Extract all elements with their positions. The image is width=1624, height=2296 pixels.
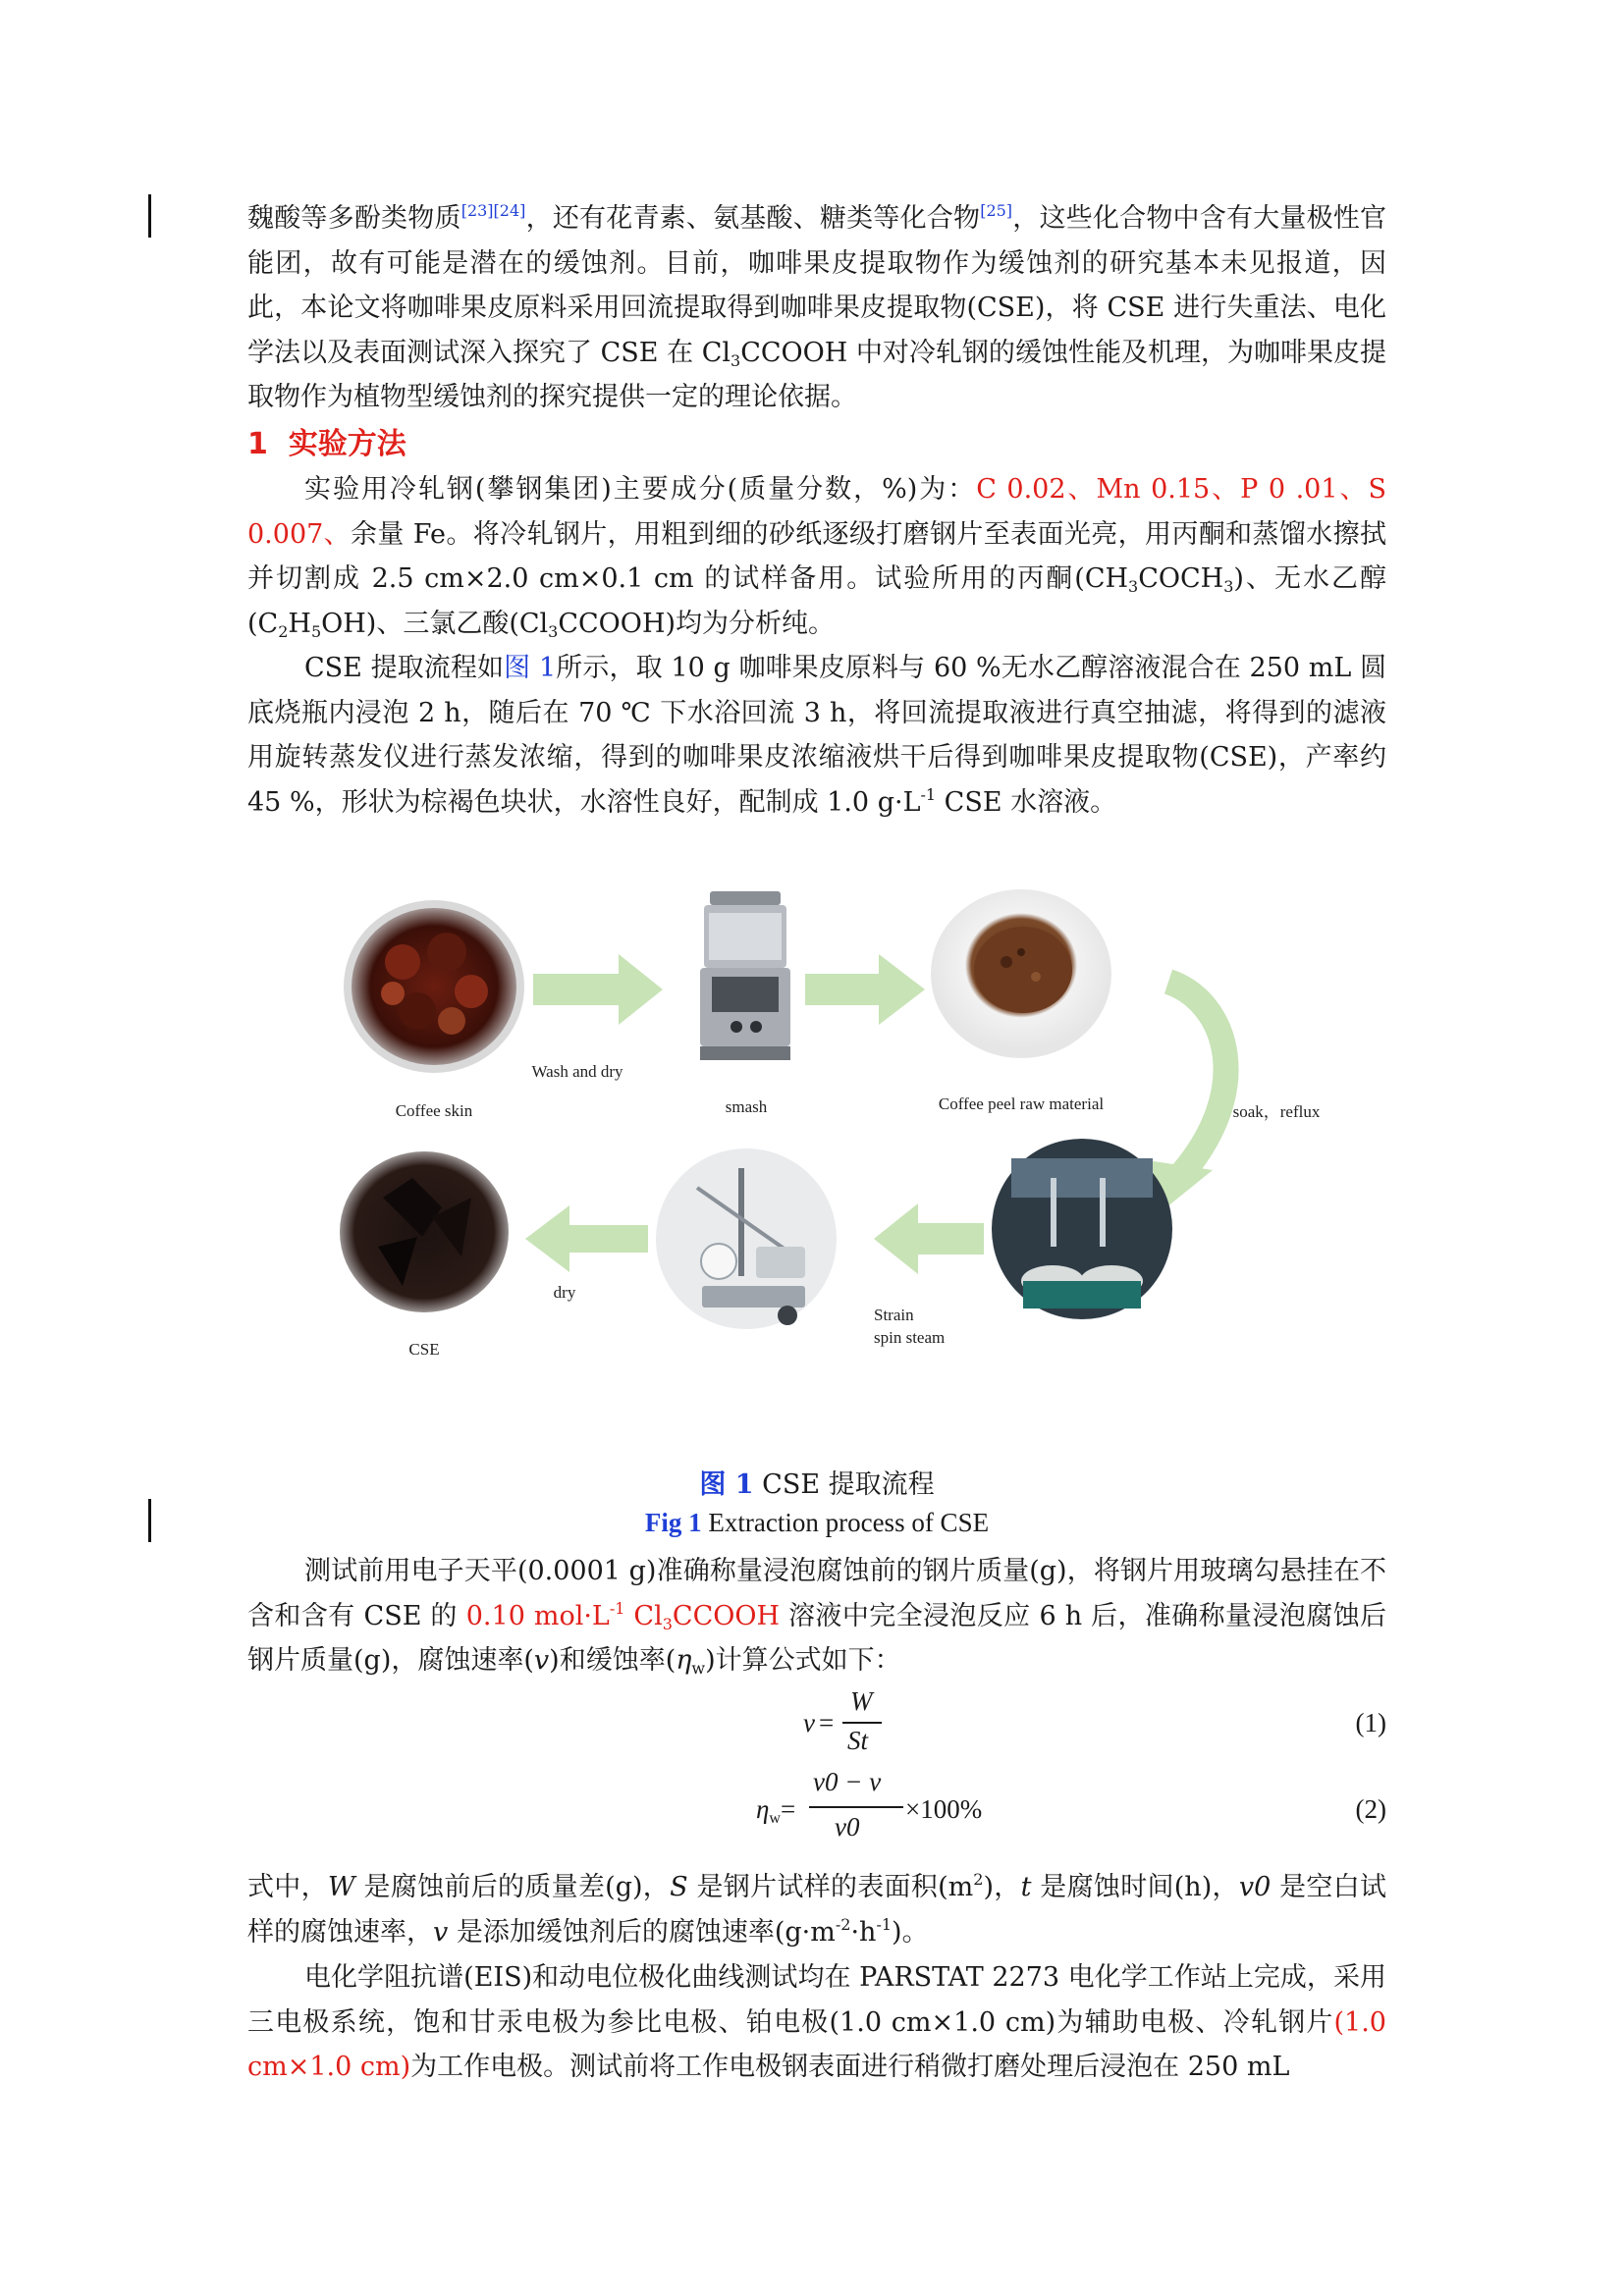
curved-arrow-icon	[1168, 982, 1226, 1178]
rotary-evaporator-photo	[656, 1148, 837, 1329]
label-spin-steam: spin steam	[874, 1328, 946, 1347]
label-strain: Strain	[874, 1306, 914, 1324]
section-heading: 1 实验方法	[247, 427, 406, 461]
solution-concentration: 0.10 $mol\cdot L^{-1}$ $Cl_3CCOOH$	[465, 1598, 781, 1633]
change-bar	[148, 194, 151, 238]
citation-link[interactable]: [23][24]	[460, 201, 526, 220]
figure-number-en: Fig 1	[644, 1508, 702, 1537]
extraction-paragraph: CSE 提取流程如图 1所示，取 10 g 咖啡果皮原料与 60 %无水乙醇溶液混合在 250 mL 圆底烧瓶内浸泡 2 h，随后在 70 ℃ 下水浴回流 3 h，将回流提取液进行真空抽滤，将得到的滤液用旋转蒸发仪进行蒸发浓缩，得到的咖啡果皮浓缩液烘干后得到咖啡果皮提取物(CSE)，产率约 45 %，形状为棕褐色块状，水溶性良好，配制成 1.0 $g\cdot L^{-1}$ CSE 水溶液。	[247, 653, 1386, 818]
arrow-icon	[525, 1205, 648, 1272]
composition-values: C 0.02、Mn 0.15、P 0 .01、S 0.007、	[247, 474, 1386, 550]
coffee-skin-photo	[344, 900, 524, 1073]
label-soak-reflux: soak，reflux	[1232, 1102, 1321, 1121]
document-page: 魏酸等多酚类物质[23][24]，还有花青素、氨基酸、糖类等化合物[25]，这些化合物中含有大量极性官能团，故有可能是潜在的缓蚀剂。目前，咖啡果皮提取物作为缓蚀剂的研究基本未见报道，因此，本论文将咖啡果皮原料采用回流提取得到咖啡果皮提取物(CSE)，将 CSE 进行失重法、电化学法以及表面测试深入探究了 CSE 在 $Cl_3CCOOH$ 中对冷轧钢的缓蚀性能及机理，为咖啡果皮提取物作为植物型缓蚀剂的探究提供一定的理论依据。 1 实验方法 实验用冷轧钢(攀钢集团)主要成分(质量分数，%)为：C 0.02、Mn 0.15、P 0 .01、S 0.007、余量 Fe。将冷轧钢片，用粗到细的砂纸逐级打磨钢片至表面光亮，用丙酮和蒸馏水擦拭并切割成 2.5 cm×2.0 cm×0.1 cm 的试样备用。试验所用的丙酮$(CH_3COCH_3)$、无水乙醇$(C_2H_5OH)$、三氯乙酸$(Cl_3CCOOH)$均为分析纯。 CSE 提取流程如图 1所示，取 10 g 咖啡果皮原料与 60 %无水乙醇溶液混合在 250 mL 圆底烧瓶内浸泡 2 h，随后在 70 ℃ 下水浴回流 3 h，将回流提取液进行真空抽滤，将得到的滤液用旋转蒸发仪进行蒸发浓缩，得到的咖啡果皮浓缩液烘干后得到咖啡果皮提取物(CSE)，产率约 45 %，形状为棕褐色块状，水溶性良好，配制成 1.0 $g\cdot L^{-1}$ CSE 水溶液。 Coffee skin Wash and dry smash Coffee peel raw material soak，reflux Strain spin steam dry CSE 图 1 CSE 提取流程 Fig 1 Extraction process of CSE 测试前用电子天平(0.0001 g)准确称量浸泡腐蚀前的钢片质量(g)，将钢片用玻璃勾悬挂在不含和含有 CSE 的 0.10 $mol\cdot L^{-1}$ $Cl_3CCOOH$ 溶液中完全浸泡反应 6 h 后，准确称量浸泡腐蚀后钢片质量(g)，腐蚀速率(v)和缓蚀率$(\eta_w)$计算公式如下： v = W St (1) $\eta_w=$ v0 − v v0 ×100% (2) 式中，W 是腐蚀前后的质量差(g)，S 是钢片试样的表面积$(m^2)$，t 是腐蚀时间(h)，v0 是空白试样的腐蚀速率，v 是添加缓蚀剂后的腐蚀速率$(g\cdot m^{-2}\cdot h^{-1})$。 电化学阻抗谱(EIS)和动电位极化曲线测试均在 PARSTAT 2273 电化学工作站上完成，采用三电极系统，饱和甘汞电极为参比电极、铂电极(1.0 cm×1.0 cm)为辅助电极、冷轧钢片(1.0 cm×1.0 cm)为工作电极。测试前将工作电极钢表面进行稍微打磨处理后浸泡在 250 mL	[0, 0, 1624, 2296]
citation-link[interactable]: [25]	[980, 201, 1013, 220]
weight-loss-paragraph: 测试前用电子天平(0.0001 g)准确称量浸泡腐蚀前的钢片质量(g)，将钢片用玻璃勾悬挂在不含和含有 CSE 的 0.10 $mol\cdot L^{-1}$ $Cl_3CCOOH$ 溶液中完全浸泡反应 6 h 后，准确称量浸泡腐蚀后钢片质量(g)，腐蚀速率(v)和缓蚀率$(\eta_w)$计算公式如下：	[247, 1556, 1386, 1678]
electrode-size: (1.0 cm×1.0 cm)	[247, 2006, 1386, 2082]
arrow-icon	[874, 1203, 984, 1274]
label-cse: CSE	[408, 1340, 440, 1359]
label-coffee-skin: Coffee skin	[395, 1101, 473, 1120]
equation-1-number: (1)	[1355, 1708, 1386, 1737]
coffee-peel-powder-photo	[931, 889, 1111, 1058]
intro-paragraph: 魏酸等多酚类物质[23][24]，还有花青素、氨基酸、糖类等化合物[25]，这些化合物中含有大量极性官能团，故有可能是潜在的缓蚀剂。目前，咖啡果皮提取物作为缓蚀剂的研究基本未见报道，因此，本论文将咖啡果皮原料采用回流提取得到咖啡果皮提取物(CSE)，将 CSE 进行失重法、电化学法以及表面测试深入探究了 CSE 在 $Cl_3CCOOH$ 中对冷轧钢的缓蚀性能及机理，为咖啡果皮提取物作为植物型缓蚀剂的探究提供一定的理论依据。	[247, 201, 1387, 412]
reflux-setup-photo	[992, 1139, 1172, 1319]
grinder-photo	[700, 891, 790, 1060]
materials-paragraph: 实验用冷轧钢(攀钢集团)主要成分(质量分数，%)为：C 0.02、Mn 0.15、P 0 .01、S 0.007、余量 Fe。将冷轧钢片，用粗到细的砂纸逐级打磨钢片至表面光亮，用丙酮和蒸馏水擦拭并切割成 2.5 cm×2.0 cm×0.1 cm 的试样备用。试验所用的丙酮$(CH_3COCH_3)$、无水乙醇$(C_2H_5OH)$、三氯乙酸$(Cl_3CCOOH)$均为分析纯。	[247, 474, 1386, 641]
label-smash: smash	[725, 1097, 768, 1116]
figure-link[interactable]: 图 1	[504, 653, 557, 683]
label-wash-dry: Wash and dry	[531, 1062, 623, 1081]
figure-caption-cn: 图 1 CSE 提取流程	[699, 1469, 935, 1500]
arrow-icon	[805, 954, 925, 1025]
label-raw-material: Coffee peel raw material	[938, 1095, 1105, 1113]
arrow-icon	[533, 954, 663, 1025]
equation-2-number: (2)	[1355, 1794, 1386, 1824]
variable-definition-paragraph: 式中，W 是腐蚀前后的质量差(g)，S 是钢片试样的表面积$(m^2)$，t 是腐蚀时间(h)，v0 是空白试样的腐蚀速率，v 是添加缓蚀剂后的腐蚀速率$(g\cdot m^{-2}\cdot h^{-1})$。	[247, 1870, 1387, 1948]
extraction-process-figure	[324, 883, 1394, 1374]
change-bar	[148, 1499, 151, 1542]
figure-caption-en: Fig 1 Extraction process of CSE	[644, 1508, 990, 1537]
cse-product-photo	[340, 1151, 509, 1312]
figure-number-cn: 图 1	[699, 1469, 754, 1500]
label-dry: dry	[553, 1283, 576, 1302]
electrochemistry-paragraph: 电化学阻抗谱(EIS)和动电位极化曲线测试均在 PARSTAT 2273 电化学工作站上完成，采用三电极系统，饱和甘汞电极为参比电极、铂电极(1.0 cm×1.0 cm)为辅助电极、冷轧钢片(1.0 cm×1.0 cm)为工作电极。测试前将工作电极钢表面进行稍微打磨处理后浸泡在 250 mL	[247, 1962, 1386, 2082]
